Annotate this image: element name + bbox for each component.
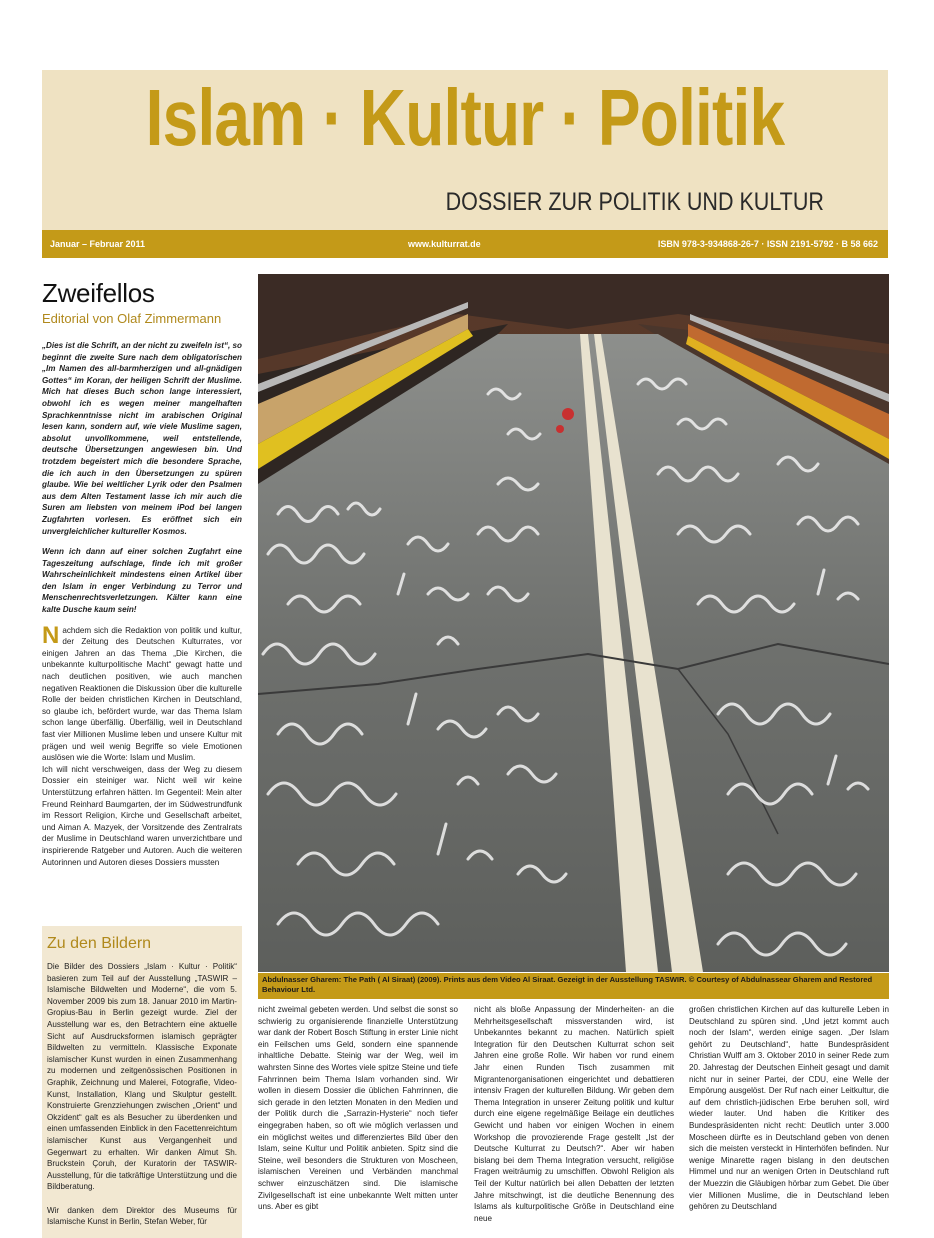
- editorial-lead-paragraph: „Dies ist die Schrift, an der nicht zu zweifeln ist“, so beginnt die zweite Sure nach dem obligatorischen „Im Namen des all-barmherzigen und all-gnädigen Gottes“ im Koran, der heiligen Schrift der Muslime. Mich hat dieses Buch schon lange interessiert, obwohl ich es wegen meiner mangelhaften Sprachkenntnisse nicht im arabischen Original lesen kann, sondern auf, wie viele Muslime sagen, absolut unvollkommene, weil entstellende, deutsche Übersetzungen angewiesen bin. Und trotzdem begeistert mich die besondere Sprache, die ich auch in den Übersetzungen zu spüren glaube. Wie bei weltlicher Lyrik oder den Psalmen aus dem Alten Testament lasse ich mir auch die Suren am liebsten von meinem iPod bei langen Zugfahrten vorlesen. Es eröffnet sich ein unvergleichlicher kultureller Kosmos.: [42, 341, 242, 536]
- photo-caption: [258, 973, 889, 999]
- issue-date: Januar – Februar 2011: [50, 239, 146, 249]
- editorial-column: [42, 274, 242, 868]
- editorial-byline: Editorial von Olaf Zimmermann: [42, 311, 222, 326]
- drop-cap: N: [42, 621, 60, 649]
- masthead: [42, 70, 888, 230]
- sidebar-title: Zu den Bildern: [47, 935, 152, 952]
- editorial-body-text: achdem sich die Redaktion von politik und kultur, der Zeitung des Deutschen Kulturrates, vor einigen Jahren an das Thema „Die Kirchen, die unbekannte kulturpolitische Macht“ gewagt hatte und nach deutlichen positiven, wie auch manchen negativen Reaktionen die Diskussion über die kulturelle Rolle der beiden christlichen Kirchen in Deutschland, so glaube ich, befördert wurde, war das Thema Islam schon lange überfällig. Überfällig, weil in Deutschland fast vier Millionen Muslime leben und unsere Kultur mit prägen und weil wenig Begriffe so viele Emotionen auslösen wie die Worte: Islam und Muslim.: [42, 625, 242, 763]
- road-illustration: [258, 274, 889, 972]
- sidebar-paragraph: Die Bilder des Dossiers „Islam · Kultur · Politik“ basieren zum Teil auf der Ausstellung „TASWIR – Islamische Bildwelten und Moderne“, die vom 5. November 2009 bis zum 18. Januar 2010 im Martin-Gropius-Bau in Berlin gezeigt wurde. Ziel der Ausstellung war es, den Betrachtern eine aktuelle Sicht auf Ausdrucksformen islamisch geprägter Bildwelten zu vermitteln. Klassische Exponate islamischer Kunst wurden in einen Zusammenhang zu modernen und zeitgenössischen Positionen in Graphik, Zeichnung und Malerei, Fotografie, Video-Kunst, Installation, Klang und Skulptur gestellt. Konstruierte Grenzziehungen zwischen „Orient“ und Okzident“ galt es als Besucher zu überdenken und einen umfassenden Einblick in den Facettenreichtum islamischer Kunst aus Vergangenheit und Gegenwart zu erhalten. Wir danken Almut Sh. Bruckstein Çoruh, der Kuratorin der TASWIR-Ausstellung, für die tatkräftige Unterstützung und die Bildberatung.: [47, 962, 237, 1192]
- photo-caption-text: Abdulnasser Gharem: The Path ( Al Siraat) (2009). Prints aus dem Video Al Siraat. Gezeigt in der Ausstellung TASWIR. © Courtesy of Abdulnassear Gharem and Restored Behaviour Ltd.: [262, 975, 873, 994]
- sidebar-paragraph-2: Wir danken dem Direktor des Museums für Islamische Kunst in Berlin, Stefan Weber, für: [47, 1205, 237, 1227]
- issue-info-bar: [42, 230, 888, 258]
- article-column-2: nicht zweimal gebeten werden. Und selbst die sonst so schwierig zu organisierende finanzielle Unterstützung war dank der Robert Bosch Stiftung in erster Linie nicht ein Feilschen ums Geld, sondern eine spannende inhaltliche Debatte. Steinig war der Weg, weil im wahrsten Sinne des Wortes viele spitze Steine und tiefe Fahrrinnen beim Thema Islam vorhanden sind. Wir wollen in diesem Dossier die üblichen Fahrrinnen, die sich gerade in den letzten Monaten in den Medien und der Politik durch die „Sarrazin-Hysterie“ noch tiefer eingegraben haben, so oft wie möglich verlassen und ein möglichst weites und differenziertes Bild über den Islam, seine Kultur und Politik anbieten. Spitz sind die Steine, weil besonders die Strukturen von Moscheen, islamischen Vereinen und Verbänden manchmal schwer einzuschätzen sind. Die islamische Zivilgesellschaft ist eine unbekannte Welt mitten unter uns. Aber es gibt: [258, 1005, 458, 1212]
- editorial-body-paragraph: [42, 621, 242, 764]
- editorial-title: Zweifellos: [42, 278, 155, 308]
- article-column-4: großen christlichen Kirchen auf das kulturelle Leben in Deutschland zu spüren sind. „Und jetzt kommt auch noch der Islam“, werden einige sagen. „Der Islam gehört zu Deutschland“, hatte Bundespräsident Christian Wulff am 3. Oktober 2010 in seiner Rede zum 20. Jahrestag der Deutschen Einheit gesagt und damit nicht nur in seiner Partei, der CDU, eine Welle der Empörung ausgelöst. Der Ruf nach einer Leitkultur, die auf dem christlich-jüdischen Erbe beruhen soll, wird wieder lauter. Und haben die Kritiker des Bundespräsidenten nicht recht: Deutlich unter 3.000 Moscheen dürfte es in Deutschland geben von denen sich die meisten versteckt in Hinterhöfen befinden. Nur wenige Minarette ragen bislang in den deutschen Himmel und nur an wenigen Orten in Deutschland ruft der Muezzin die Gläubigen hörbar zum Gebet. Die über vier Millionen Muslime, die in Deutschland leben gehören zu Deutschland: [689, 1005, 889, 1212]
- isbn-issn: ISBN 978-3-934868-26-7 · ISSN 2191-5792 · B 58 662: [657, 239, 878, 249]
- publication-title: Islam · Kultur · Politik: [145, 73, 785, 162]
- editorial-body-paragraph-2: Ich will nicht verschweigen, dass der Weg zu diesem Dossier ein steiniger war. Nicht weil wir keine Unterstützung erfahren hätten. Im Gegenteil: Mein alter Freund Reinhard Baumgarten, der im Südwestrundfunk im Ressort Religion, Kirche und Gesellschaft arbeitet, und Aiman A. Mazyek, der Vorsitzende des Zentralrats der Muslime in Deutschland waren unverzichtbare und inspirierende Ratgeber und Autoren. Auch die weiteren Autorinnen und Autoren dieses Dossiers mussten: [42, 764, 242, 867]
- article-column-3: nicht als bloße Anpassung der Minderheiten- an die Mehrheitsgesellschaft missverstanden wird, ist Unbekanntes bekannt zu machen. Natürlich spielt Integration für den Deutschen Kulturrat schon seit Jahren eine große Rolle. Wir haben vor rund einem Jahr einen Runden Tisch zusammen mit Migrantenorganisationen eingerichtet und debattieren intensiv Fragen der kulturellen Bildung. Wir geben dem Thema Integration in unserer Zeitung politik und kultur durch eine eigene regelmäßige Beilage ein deutliches Gewicht und haben vor einigen Wochen in einem Workshop die provozierende Frage gestellt „Ist der Deutsche Kulturrat zu Deutsch?“. Aber wir haben bislang bei dem Thema Integration versucht, religiöse Fragen weiträumig zu umschiffen. Obwohl Religion als Teil der Kultur natürlich bei allen Debatten der letzten Jahre mitschwingt, ist die deutliche Benennung des Islams als kulturpolitische Größe in Deutschland eine neue: [474, 1005, 674, 1223]
- website-url[interactable]: www.kulturrat.de: [408, 239, 481, 249]
- road-photo: [258, 274, 889, 972]
- editorial-lead-paragraph-2: Wenn ich dann auf einer solchen Zugfahrt eine Tageszeitung aufschlage, finde ich mit großer Wahrscheinlichkeit mindestens einen Artikel über den Islam in enger Verbindung zu Terror und Menschenrechtsverletzungen. Kälter kann eine kalte Dusche kaum sein!: [42, 547, 242, 615]
- sidebar-box: [42, 926, 242, 1238]
- publication-subtitle: DOSSIER ZUR POLITIK UND KULTUR: [445, 188, 824, 216]
